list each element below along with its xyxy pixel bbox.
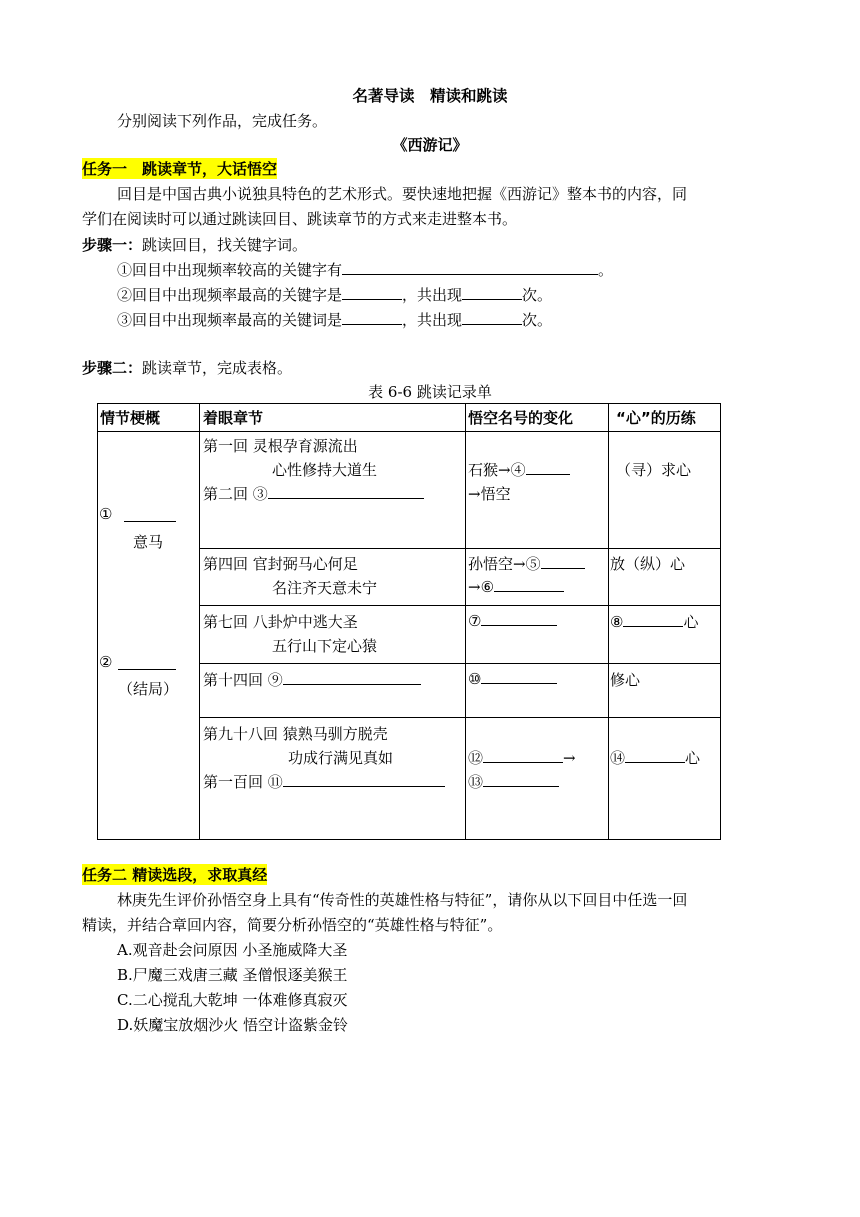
task1-heading: 任务一 跳读章节，大话悟空 [82, 160, 278, 178]
option-c[interactable]: C.二心搅乱大乾坤 一体难修真寂灭 [117, 991, 348, 1009]
blank-4[interactable] [526, 460, 570, 475]
option-d[interactable]: D.妖魔宝放烟沙火 悟空计盗紫金铃 [117, 1016, 349, 1034]
name-change-cell [466, 432, 609, 549]
name-change-cell [466, 606, 609, 664]
question-2 [117, 284, 552, 305]
name-text: 孙悟空→⑤ [468, 555, 541, 573]
name-text: ⑫ [468, 749, 484, 767]
arrow: → [563, 749, 576, 767]
question-3-text: ③回目中出现频率最高的关键词是 [117, 311, 343, 329]
name-change-cell [466, 664, 609, 718]
table-header-row [98, 404, 721, 432]
heart-cell [609, 606, 721, 664]
header-chapter: 着眼章节 [203, 409, 264, 427]
answer-blank-3b[interactable] [462, 310, 522, 325]
blank-10[interactable] [481, 669, 557, 684]
chapter-line: 第四回 官封弼马心何足 [203, 555, 358, 573]
intro-text: 分别阅读下列作品，完成任务。 [117, 112, 328, 130]
plot2-blank[interactable] [118, 655, 176, 670]
chapter-line [203, 771, 445, 792]
chapter-line: 第一回 灵根孕育源流出 [203, 437, 358, 455]
table-row [98, 432, 721, 549]
header-cell [98, 404, 200, 432]
reading-record-table [97, 403, 721, 840]
question-2-text: ②回目中出现频率最高的关键字是 [117, 286, 343, 304]
table-caption: 表 6-6 跳读记录单 [368, 383, 492, 401]
question-1 [117, 259, 613, 280]
name-text: 石猴→④ [468, 461, 526, 479]
chapter-line: 第七回 八卦炉中逃大圣 [203, 613, 358, 631]
name-line [468, 459, 570, 480]
blank-8[interactable] [623, 612, 683, 627]
chapter-cell [200, 606, 466, 664]
name-line: →悟空 [468, 485, 511, 503]
plot2-text: （结局） [118, 680, 179, 698]
name-line [468, 611, 557, 630]
name-line [468, 577, 564, 596]
step2-text: 跳读章节，完成表格。 [142, 359, 293, 377]
name-text: ⑬ [468, 773, 484, 791]
heart-suffix: 心 [683, 613, 699, 631]
plot1-number: ① [99, 505, 113, 523]
plot1-blank[interactable] [124, 507, 176, 522]
task1-paragraph-line1: 回目是中国古典小说独具特色的艺术形式。要快速地把握《西游记》整本书的内容，同 [117, 185, 688, 203]
chapter-label: 第一百回 ⑪ [203, 773, 283, 791]
heart-cell [609, 432, 721, 549]
question-2-end: 次。 [522, 286, 553, 304]
blank-7[interactable] [481, 611, 557, 626]
chapter-line [203, 669, 421, 690]
name-line [468, 553, 585, 574]
heart-text: 修心 [610, 671, 641, 689]
blank-9[interactable] [283, 670, 421, 685]
chapter-line: 五行山下定心猿 [272, 637, 378, 655]
chapter-label: 第十四回 ⑨ [203, 671, 283, 689]
name-text: →⑥ [468, 578, 495, 596]
heart-line [610, 747, 700, 768]
question-3-mid: ，共出现 [402, 311, 463, 329]
plot-summary-cell [98, 432, 200, 840]
step1 [82, 234, 307, 255]
name-text: ⑦ [468, 612, 482, 630]
name-line [468, 747, 576, 768]
heart-text: （寻）求心 [616, 461, 692, 479]
task2-paragraph-line2: 精读，并结合章回内容，简要分析孙悟空的“英雄性格与特征”。 [82, 916, 503, 934]
step1-label: 步骤一： [82, 236, 143, 254]
answer-blank-1[interactable] [342, 260, 598, 275]
chapter-cell [200, 664, 466, 718]
blank-12[interactable] [483, 748, 563, 763]
step2 [82, 357, 292, 378]
heart-text: 放（纵）心 [610, 555, 686, 573]
option-b[interactable]: B.尸魔三戏唐三藏 圣僧恨逐美猴王 [117, 966, 348, 984]
heart-num: ⑧ [610, 613, 624, 631]
chapter-line: 名注齐天意未宁 [272, 579, 378, 597]
step2-label: 步骤二： [82, 359, 143, 377]
question-1-end: 。 [598, 261, 614, 279]
chapter-cell [200, 432, 466, 549]
heart-num: ⑭ [610, 749, 626, 767]
chapter-line: 功成行满见真如 [288, 749, 394, 767]
plot2-number: ② [99, 653, 113, 671]
header-plot: 情节梗概 [100, 409, 161, 427]
answer-blank-2a[interactable] [342, 285, 402, 300]
header-cell [200, 404, 466, 432]
task2-heading: 任务二 精读选段，求取真经 [82, 866, 268, 884]
name-text: ⑩ [468, 670, 482, 688]
chapter-cell [200, 549, 466, 606]
blank-5[interactable] [541, 554, 585, 569]
question-3-end: 次。 [522, 311, 553, 329]
blank-11[interactable] [283, 772, 445, 787]
header-cell [609, 404, 721, 432]
heart-cell [609, 549, 721, 606]
question-3 [117, 309, 552, 330]
name-line [468, 669, 557, 688]
task2-paragraph-line1: 林庚先生评价孙悟空身上具有“传奇性的英雄性格与特征”，请你从以下回目中任选一回 [117, 891, 688, 909]
blank-3[interactable] [268, 484, 424, 499]
chapter-label: 第二回 ③ [203, 485, 268, 503]
heart-cell [609, 664, 721, 718]
answer-blank-2b[interactable] [462, 285, 522, 300]
blank-6[interactable] [494, 577, 564, 592]
chapter-cell [200, 718, 466, 840]
step1-text: 跳读回目，找关键字词。 [142, 236, 308, 254]
name-change-cell [466, 718, 609, 840]
question-1-text: ①回目中出现频率较高的关键字有 [117, 261, 343, 279]
option-a[interactable]: A.观音赴会问原因 小圣施威降大圣 [117, 941, 348, 959]
plot1-text: 意马 [133, 533, 164, 551]
name-line [468, 771, 559, 792]
chapter-line: 心性修持大道生 [272, 461, 378, 479]
book-title: 《西游记》 [392, 136, 468, 154]
header-cell [466, 404, 609, 432]
heart-line [610, 611, 698, 632]
answer-blank-3a[interactable] [342, 310, 402, 325]
header-heart: “心”的历练 [616, 409, 696, 427]
chapter-line [203, 483, 424, 504]
heart-cell [609, 718, 721, 840]
chapter-line: 第九十八回 猿熟马驯方脱壳 [203, 725, 388, 743]
blank-13[interactable] [483, 772, 559, 787]
document-title: 名著导读 精读和跳读 [352, 87, 508, 105]
task1-paragraph-line2: 学们在阅读时可以通过跳读回目、跳读章节的方式来走进整本书。 [82, 210, 518, 228]
header-name-change: 悟空名号的变化 [468, 409, 574, 427]
name-change-cell [466, 549, 609, 606]
blank-14[interactable] [625, 748, 685, 763]
heart-suffix: 心 [685, 749, 701, 767]
question-2-mid: ，共出现 [402, 286, 463, 304]
